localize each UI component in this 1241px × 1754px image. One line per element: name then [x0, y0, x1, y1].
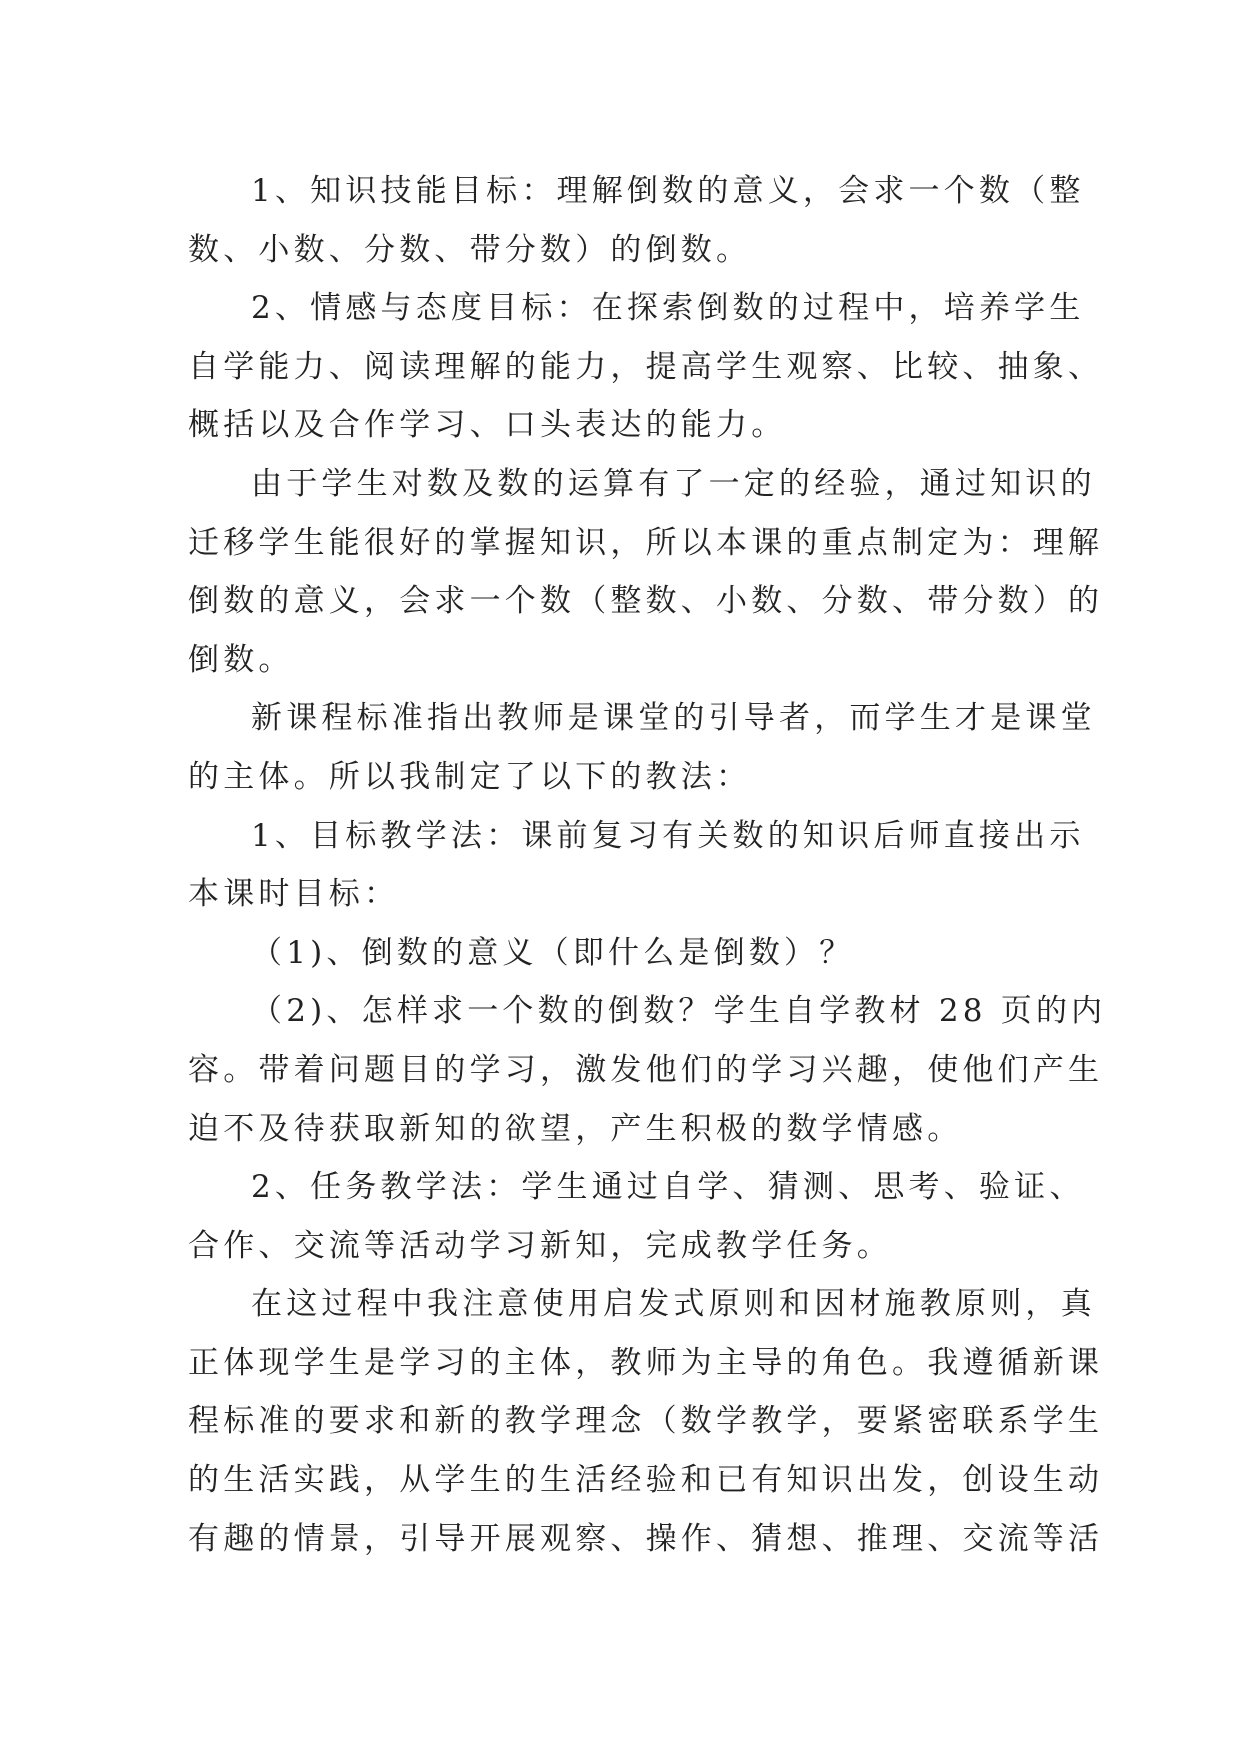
text-line: 2、情感与态度目标：在探索倒数的过程中，培养学生 — [251, 290, 1085, 327]
text-line: 合作、交流等活动学习新知，完成教学任务。 — [188, 1227, 892, 1264]
text-line: 新课程标准指出教师是课堂的引导者，而学生才是课堂 — [251, 700, 1096, 737]
text-line: 容。带着问题目的学习，激发他们的学习兴趣，使他们产生 — [188, 1051, 1104, 1088]
text-line: 正体现学生是学习的主体，教师为主导的角色。我遵循新课 — [188, 1344, 1104, 1381]
text-line: 概括以及合作学习、口头表达的能力。 — [188, 407, 787, 444]
text-line: （2)、怎样求一个数的倒数？学生自学教材 28 页的内 — [251, 993, 1107, 1030]
document-body — [188, 162, 1107, 1568]
text-line: 2、任务教学法：学生通过自学、猜测、思考、验证、 — [251, 1169, 1085, 1206]
text-line: 倒数的意义，会求一个数（整数、小数、分数、带分数）的 — [188, 583, 1104, 620]
text-line: 的生活实践，从学生的生活经验和已有知识出发，创设生动 — [188, 1462, 1104, 1499]
text-line: 迁移学生能很好的掌握知识，所以本课的重点制定为：理解 — [188, 524, 1104, 561]
text-line: 的主体。所以我制定了以下的教法： — [188, 758, 752, 795]
text-line: 自学能力、阅读理解的能力，提高学生观察、比较、抽象、 — [188, 348, 1104, 385]
text-line: 在这过程中我注意使用启发式原则和因材施教原则，真 — [251, 1286, 1096, 1323]
text-line: （1)、倒数的意义（即什么是倒数）？ — [251, 934, 855, 971]
text-line: 倒数。 — [188, 641, 294, 678]
text-line: 由于学生对数及数的运算有了一定的经验，通过知识的 — [251, 465, 1096, 502]
text-line: 迫不及待获取新知的欲望，产生积极的数学情感。 — [188, 1110, 963, 1147]
text-line: 本课时目标： — [188, 876, 400, 913]
text-line: 程标准的要求和新的教学理念（数学教学，要紧密联系学生 — [188, 1403, 1104, 1440]
text-line: 数、小数、分数、带分数）的倒数。 — [188, 231, 752, 268]
text-line: 有趣的情景，引导开展观察、操作、猜想、推理、交流等活 — [188, 1520, 1104, 1557]
text-line: 1、知识技能目标：理解倒数的意义，会求一个数（整 — [251, 173, 1085, 209]
text-line: 1、目标教学法：课前复习有关数的知识后师直接出示 — [251, 817, 1085, 854]
